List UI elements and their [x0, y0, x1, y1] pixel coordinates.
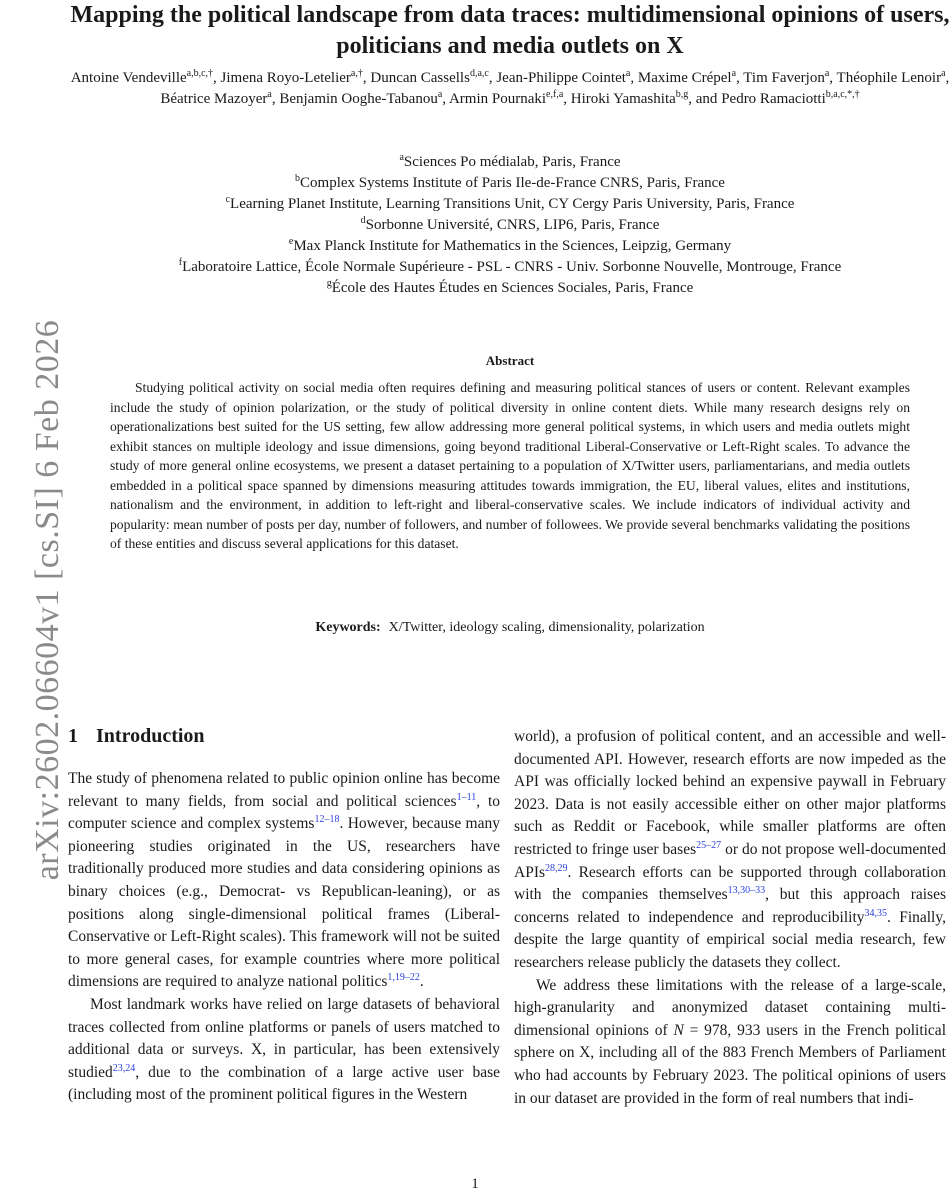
citation-link[interactable]: 25–27 — [696, 839, 722, 851]
affiliation-marker: c — [225, 194, 231, 205]
author-affiliation-marker: a — [941, 68, 946, 79]
author-name: Théophile Lenoir — [836, 70, 942, 86]
citation-link[interactable]: 13,30–33 — [727, 885, 766, 896]
citation-link[interactable]: 34,35 — [864, 907, 888, 919]
author-name: Antoine Vendeville — [70, 70, 187, 86]
math-symbol: N — [673, 1021, 684, 1039]
abstract-heading: Abstract — [485, 353, 535, 368]
affiliation-marker: e — [288, 236, 294, 247]
affiliation-line — [70, 152, 950, 173]
section-title: Introduction — [96, 725, 205, 747]
abstract-body: Studying political activity on social media often requires defining and measuring political stances of users or content. Relevant examples include the study of opinion polarization, or the study of political diversity in online content diets. While many research designs rely on operationalizations best suited for the US setting, few allow addressing more general political systems, in which users and media outlets might exhibit stances on multiple ideology and issue dimensions, going beyond traditional Liberal-Conservative or Left-Right scales. To advance the study of more general online ecosystems, we present a dataset pertaining to a population of X/Twitter users, parliamentarians, and media outlets embedded in a political space spanned by dimensions measuring attitudes towards immigration, the EU, liberal values, elites and institutions, nationalism and the environment, in addition to left-right and liberal-conservative scales. We include indicators of individual activity and popularity: mean number of posts per day, number of followers, and number of followees. We provide several benchmarks validating the positions of these entities and discuss several applications for this dataset. — [110, 380, 910, 551]
author-name: Duncan Cassells — [370, 70, 470, 86]
affiliation-text: École des Hautes Études en Sciences Sociales, Paris, France — [331, 280, 694, 296]
affiliation-text: Complex Systems Institute of Paris Ile-de-France CNRS, Paris, France — [300, 175, 725, 191]
author-name: Benjamin Ooghe-Tabanou — [279, 91, 438, 107]
author-affiliation-marker: a,b,c,† — [186, 68, 214, 79]
affiliation-text: Laboratoire Lattice, École Normale Supérieure - PSL - CNRS - Univ. Sorbonne Nouvelle, Montrouge, France — [182, 259, 842, 275]
author-name: Pedro Ramaciotti — [721, 91, 826, 107]
citation-link[interactable]: 1–11 — [456, 791, 477, 803]
affiliation-line — [70, 236, 950, 257]
affiliation-marker: g — [326, 278, 332, 289]
author-affiliation-marker: a — [267, 89, 272, 100]
author-affiliation-marker: b,g — [675, 89, 689, 100]
author-affiliation-marker: b,a,c,*,† — [825, 89, 860, 100]
affiliation-list — [70, 152, 950, 299]
affiliation-text: Sciences Po médialab, Paris, France — [403, 154, 621, 170]
author-name: Béatrice Mazoyer — [160, 91, 268, 107]
author-name: Jimena Royo-Letelier — [220, 70, 351, 86]
author-affiliation-marker: a — [437, 89, 443, 100]
affiliation-text: Learning Planet Institute, Learning Transitions Unit, CY Cergy Paris University, Paris, France — [230, 196, 795, 212]
affiliation-text: Max Planck Institute for Mathematics in the Sciences, Leipzig, Germany — [293, 238, 732, 254]
left-column — [68, 768, 500, 1107]
author-affiliation-marker: e,f,a — [546, 89, 564, 100]
affiliation-marker: b — [295, 173, 301, 184]
citation-link[interactable]: 1,19–22 — [387, 972, 420, 984]
paragraph: world), a profusion of political content, and an accessible and well-documented API. However, research efforts are now impeded as the API was officially locked behind an expensive paywall in February 2023. Data is not easily accessible either on other major platforms such as Reddit or Facebook, while smaller platforms are often restricted to fringe user bases$^{25-27}$ or do not propose well-documented APIs$^{28,29}$. Research efforts can be supported through collaboration with the companies themselves$^{13,30-33}$, but this approach raises concerns related to independence and reproducibility$^{34,35}$. Finally, despite the large quantity of empirical social media research, few researchers release publicly the datasets they collect. — [514, 728, 946, 971]
affiliation-line — [70, 173, 950, 194]
keywords-line — [70, 620, 950, 636]
affiliation-line — [70, 215, 950, 236]
page-number: 1 — [471, 1176, 479, 1192]
right-column — [514, 726, 946, 1110]
section-heading-introduction — [68, 725, 205, 748]
citation-link[interactable]: 12–18 — [314, 814, 340, 826]
affiliation-line — [70, 278, 950, 299]
affiliation-marker: a — [399, 152, 404, 163]
paragraph: We address these limitations with the release of a large-scale, high-granularity and anonymized dataset containing multi-dimensional opinions of N = 978, 933 users in the French political sphere on X, including all of the 883 French Members of Parliament who had accounts by February 2023. The political opinions of users in our dataset are provided in the form of real numbers that indi- — [514, 976, 946, 1107]
author-affiliation-marker: a,† — [350, 68, 363, 79]
affiliation-marker: d — [360, 215, 366, 226]
author-name: Hiroki Yamashita — [570, 91, 676, 107]
author-name: Jean-Philippe Cointet — [496, 70, 626, 86]
paragraph: The study of phenomena related to public opinion online has become relevant to many fields, from social and political sciences$^{1-11}$, to computer science and complex systems$^{12-18}$. However, because many pioneering studies originated in the US, researchers have traditionally produced more studies and data considering opinions as binary choices (e.g., Democrat- vs Republican-leaning), or as positions along single-dimensional political frames (Liberal-Conservative or Left-Right scales). This framework will not be suited to more general cases, for example countries where more political dimensions are required to analyze national politics$^{1,19-22}$. — [68, 770, 500, 991]
paper-title: Mapping the political landscape from data traces: multidimensional opinions of users, politicians and media outlets on X — [70, 2, 950, 59]
author-conjunction: and — [695, 91, 722, 107]
author-name: Tim Faverjon — [743, 70, 825, 86]
affiliation-text: Sorbonne Université, CNRS, LIP6, Paris, France — [365, 217, 660, 233]
arxiv-identifier-stamp: arXiv:2602.06604v1 [cs.SI] 6 Feb 2026 — [29, 319, 66, 881]
author-affiliation-marker: a — [824, 68, 830, 79]
affiliation-line — [70, 194, 950, 215]
citation-link[interactable]: 28,29 — [545, 862, 568, 874]
author-affiliation-marker: d,a,c — [469, 68, 489, 79]
keywords-text: X/Twitter, ideology scaling, dimensionality, polarization — [388, 620, 705, 635]
author-affiliation-marker: a — [731, 68, 737, 79]
author-name: Maxime Crépel — [637, 70, 732, 86]
affiliation-marker: f — [178, 257, 183, 268]
author-affiliation-marker: a — [625, 68, 631, 79]
author-list: Antoine Vendeville$^{a,b,c,\dagger}$, Jimena Royo-Letelier$^{a,\dagger}$, Duncan Cassells$^{d,a,c}$, Jean-Philippe Cointet$^a$, Maxime Crépel$^a$, Tim Faverjon$^a$, Théophile Lenoir$^a$, Béatrice Mazoyer$^a$, Benjamin Ooghe-Tabanou$^a$, Armin Pournaki$^{e,f,a}$, Hiroki Yamashita$^{b,g}$, and Pedro Ramaciotti$^{b,a,c,*,\dagger}$ — [70, 68, 950, 107]
citation-link[interactable]: 23,24 — [112, 1062, 136, 1074]
affiliation-line — [70, 257, 950, 278]
keywords-label: Keywords: — [315, 620, 381, 635]
paragraph: Most landmark works have relied on large datasets of behavioral traces collected from online platforms or panels of users matched to additional data or surveys. X, in particular, has been extensively studied$^{23,24}$, due to the combination of a large active user base (including most of the prominent political figures in the Western — [68, 995, 500, 1104]
author-name: Armin Pournaki — [448, 91, 547, 107]
section-number: 1 — [68, 725, 78, 747]
